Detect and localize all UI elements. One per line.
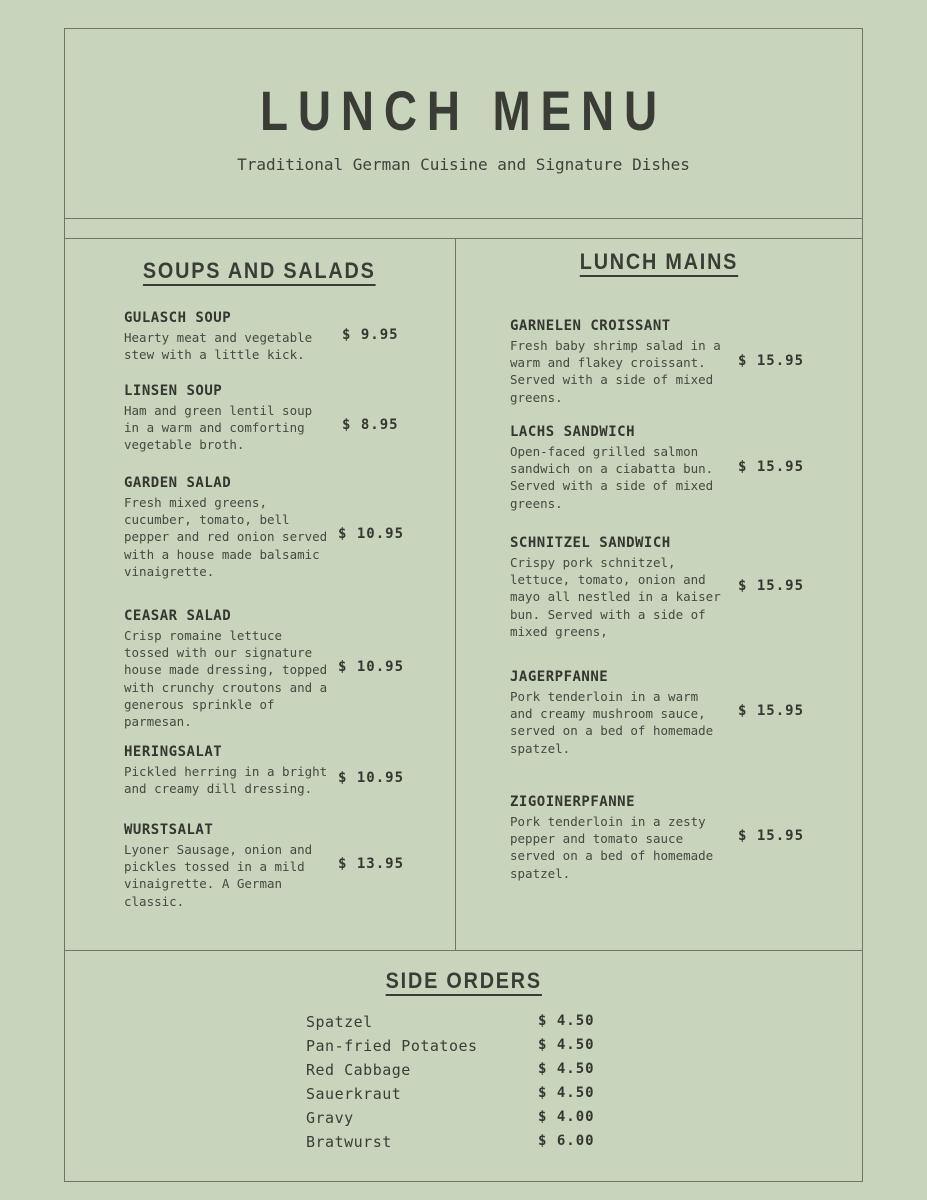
item-price: $ 10.95: [338, 770, 405, 786]
item-price: $ 15.95: [738, 353, 805, 369]
side-item-spatzel: [306, 1013, 606, 1033]
item-name: CEASAR SALAD: [124, 608, 232, 624]
side-item-name: Pan-fried Potatoes: [306, 1037, 478, 1055]
side-item-price: $ 6.00: [538, 1133, 595, 1149]
item-name: JAGERPFANNE: [510, 669, 609, 685]
item-description: Pork tenderloin in a zesty pepper and tomato sauce served on a bed of homemade spatzel.: [510, 814, 714, 881]
salad-item-garden: [124, 475, 339, 580]
menu-frame: [64, 28, 863, 1182]
item-price: $ 15.95: [738, 578, 805, 594]
main-item-lachs-sandwich: [510, 424, 735, 512]
main-item-zigoinerpfanne: [510, 794, 735, 882]
side-item-name: Spatzel: [306, 1013, 373, 1031]
main-item-schnitzel-sandwich: [510, 535, 735, 640]
side-item-name: Bratwurst: [306, 1133, 392, 1151]
side-item-pan-fried-potatoes: [306, 1037, 606, 1057]
item-name: GULASCH SOUP: [124, 310, 232, 326]
soup-item-linsen: [124, 383, 339, 454]
item-name: LINSEN SOUP: [124, 383, 223, 399]
item-price: $ 10.95: [338, 659, 405, 675]
item-description: Pork tenderloin in a warm and creamy mushroom sauce, served on a bed of homemade spatzel.: [510, 689, 714, 756]
menu-subtitle: Traditional German Cuisine and Signature Dishes: [237, 155, 690, 174]
item-price: $ 15.95: [738, 459, 805, 475]
side-item-name: Sauerkraut: [306, 1085, 402, 1103]
lunch-mains-heading: [455, 249, 863, 275]
main-item-jagerpfanne: [510, 669, 735, 757]
soups-salads-heading: [64, 258, 455, 284]
salad-item-heringsalat: [124, 744, 339, 797]
item-name: GARDEN SALAD: [124, 475, 232, 491]
soup-item-gulasch: [124, 310, 339, 363]
item-description: Lyoner Sausage, onion and pickles tossed in a mild vinaigrette. A German classic.: [124, 842, 313, 909]
side-item-gravy: [306, 1109, 606, 1129]
item-price: $ 15.95: [738, 828, 805, 844]
soups-salads-heading-text: SOUPS AND SALADS: [143, 258, 376, 283]
item-name: HERINGSALAT: [124, 744, 223, 760]
item-name: WURSTSALAT: [124, 822, 214, 838]
salad-item-ceasar: [124, 608, 339, 730]
side-item-name: Gravy: [306, 1109, 354, 1127]
column-divider: [455, 238, 456, 950]
item-description: Crispy pork schnitzel, lettuce, tomato, onion and mayo all nestled in a kaiser bun. Served with a side of mixed greens,: [510, 555, 721, 639]
item-price: $ 13.95: [338, 856, 405, 872]
main-item-garnelen-croissant: [510, 318, 735, 406]
item-description: Open-faced grilled salmon sandwich on a ciabatta bun. Served with a side of mixed greens.: [510, 444, 714, 511]
item-description: Pickled herring in a bright and creamy dill dressing.: [124, 764, 328, 797]
header-divider-top: [64, 218, 863, 219]
side-item-red-cabbage: [306, 1061, 606, 1081]
lunch-mains-heading-text: LUNCH MAINS: [579, 249, 739, 274]
side-item-name: Red Cabbage: [306, 1061, 411, 1079]
item-description: Ham and green lentil soup in a warm and comforting vegetable broth.: [124, 403, 313, 453]
side-item-price: $ 4.50: [538, 1085, 595, 1101]
item-price: $ 8.95: [342, 417, 399, 433]
header-divider-bottom: [64, 238, 863, 239]
item-description: Hearty meat and vegetable stew with a little kick.: [124, 330, 313, 363]
sides-divider: [64, 950, 863, 951]
side-item-bratwurst: [306, 1133, 606, 1153]
side-item-sauerkraut: [306, 1085, 606, 1105]
item-description: Fresh mixed greens, cucumber, tomato, bell pepper and red onion served with a house made balsamic vinaigrette.: [124, 495, 328, 579]
menu-title: LUNCH MENU: [259, 79, 668, 142]
item-name: SCHNITZEL SANDWICH: [510, 535, 671, 551]
item-description: Crisp romaine lettuce tossed with our signature house made dressing, topped with crunchy croutons and a generous sprinkle of parmesan.: [124, 628, 328, 730]
side-item-price: $ 4.50: [538, 1037, 595, 1053]
item-description: Fresh baby shrimp salad in a warm and flakey croissant. Served with a side of mixed greens.: [510, 338, 721, 405]
salad-item-wurstsalat: [124, 822, 339, 910]
item-name: GARNELEN CROISSANT: [510, 318, 671, 334]
side-orders-heading-text: SIDE ORDERS: [385, 968, 542, 993]
item-price: $ 15.95: [738, 703, 805, 719]
side-item-price: $ 4.00: [538, 1109, 595, 1125]
side-orders-heading: [64, 968, 863, 994]
item-price: $ 10.95: [338, 526, 405, 542]
side-item-price: $ 4.50: [538, 1013, 595, 1029]
side-item-price: $ 4.50: [538, 1061, 595, 1077]
item-price: $ 9.95: [342, 327, 399, 343]
item-name: ZIGOINERPFANNE: [510, 794, 636, 810]
item-name: LACHS SANDWICH: [510, 424, 636, 440]
